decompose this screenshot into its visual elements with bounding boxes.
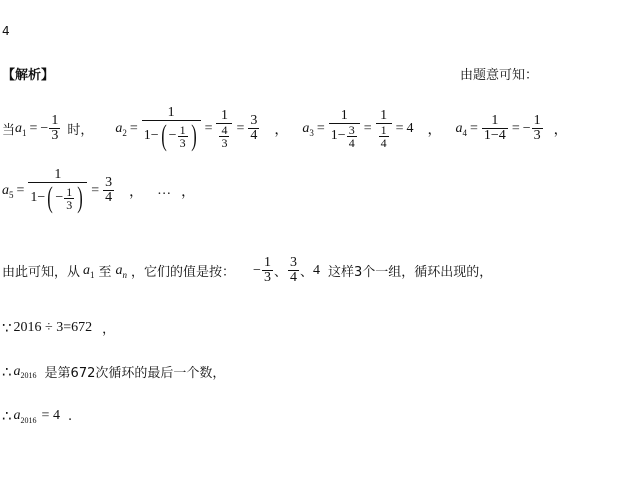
pattern-text-1: 由此可知，从 (2, 265, 81, 280)
var-a: a (455, 120, 463, 136)
because-symbol: ∵ (2, 318, 12, 337)
sub-index: 1 (22, 127, 27, 138)
equals-sign: = (91, 182, 100, 198)
sub-index-2016: 2016 (20, 415, 37, 425)
fraction-one-third: $\frac{1}{3}$ (533, 113, 541, 143)
var-a: a (302, 120, 310, 136)
sequence-line-2 (2, 168, 195, 213)
comma: ， (181, 184, 196, 200)
var-a: a (13, 363, 21, 379)
fraction-three-fourths: $\frac{3}{4}$ (289, 255, 297, 285)
comma: ， (553, 122, 568, 138)
intro-text: 由题意可知： (460, 68, 539, 83)
section-label: 【解析】 (2, 68, 55, 83)
sub-index: 1 (90, 269, 95, 280)
fraction-a3: 1 1− $\frac{3}{4}$ (329, 109, 360, 149)
sub-index: 4 (462, 127, 467, 138)
comma: ， (129, 184, 144, 200)
pattern-text-3: 这样3个一组，循环出现的， (327, 265, 493, 280)
sub-index-2016: 2016 (20, 371, 37, 380)
value-four: 4 (406, 120, 414, 136)
fraction-three-fourths: $\frac{3}{4}$ (105, 175, 113, 205)
sub-index-n: n (122, 269, 128, 280)
fraction-a2: 1 1− ( − $\frac{1}{3}$ ) (142, 106, 201, 151)
question-number: 4 (2, 24, 10, 38)
division-line (2, 318, 115, 337)
division-expression: 2016 ÷ 3=672 (13, 319, 93, 335)
sequence-line-1 (2, 106, 568, 151)
pattern-line (2, 256, 492, 285)
fraction-three-fourths: $\frac{3}{4}$ (250, 113, 258, 143)
conclusion-text: 是第672次循环的最后一个数， (44, 366, 226, 381)
equals-sign: = (470, 120, 478, 136)
fraction-a5: 1 1− ( − $\frac{1}{3}$ ) (28, 168, 87, 213)
equals-sign: = (16, 182, 25, 198)
separator: 、 (299, 265, 313, 280)
fraction-a4: $\frac{1}{1-4}$ (483, 113, 506, 143)
to-text: 至 (98, 265, 112, 280)
comma: ， (274, 122, 289, 138)
equals-sign: = (363, 120, 372, 136)
value-four: 4 (312, 262, 320, 278)
equals-sign: = (204, 120, 213, 136)
therefore-symbol: ∴ (2, 362, 12, 381)
equals-sign: = (511, 120, 520, 136)
equals-sign: = (29, 120, 38, 136)
fraction-one-over-one-fourth: $\frac{1}{\frac{1}{4}}$ (376, 109, 392, 149)
period: . (67, 408, 73, 424)
minus-sign: − (253, 262, 261, 278)
therefore-symbol: ∴ (2, 407, 12, 425)
equals-sign: = (236, 120, 245, 136)
comma: ， (427, 122, 442, 138)
fraction-one-over-three-fourths: $\frac{1}{\frac{4}{3}}$ (216, 109, 232, 149)
sub-index: 5 (9, 189, 14, 200)
equals-sign: = (129, 120, 138, 136)
var-a: a (115, 120, 123, 136)
fraction-one-third: $\frac{1}{3}$ (51, 113, 59, 143)
comma: ， (102, 322, 116, 337)
separator: 、 (273, 265, 287, 280)
ellipsis: … (157, 182, 172, 198)
equals-sign: = (395, 120, 404, 136)
var-a: a (15, 120, 23, 136)
minus-sign: − (522, 120, 531, 136)
equals-sign: = (316, 120, 325, 136)
var-a: a (13, 408, 21, 423)
conclusion-line-2 (2, 407, 72, 425)
var-a: a (115, 262, 123, 278)
minus-sign: − (40, 120, 49, 136)
sub-index: 2 (122, 127, 127, 138)
conclusion-line-1 (2, 362, 225, 381)
when-text: 当 (2, 123, 16, 138)
fraction-one-third: $\frac{1}{3}$ (263, 255, 271, 285)
final-value: = 4 (41, 408, 60, 423)
var-a: a (2, 182, 9, 198)
pattern-text-2: ，它们的值是按： (131, 265, 236, 280)
sub-index: 3 (309, 127, 314, 138)
var-a: a (83, 262, 91, 278)
shi-text: 时， (67, 123, 94, 138)
